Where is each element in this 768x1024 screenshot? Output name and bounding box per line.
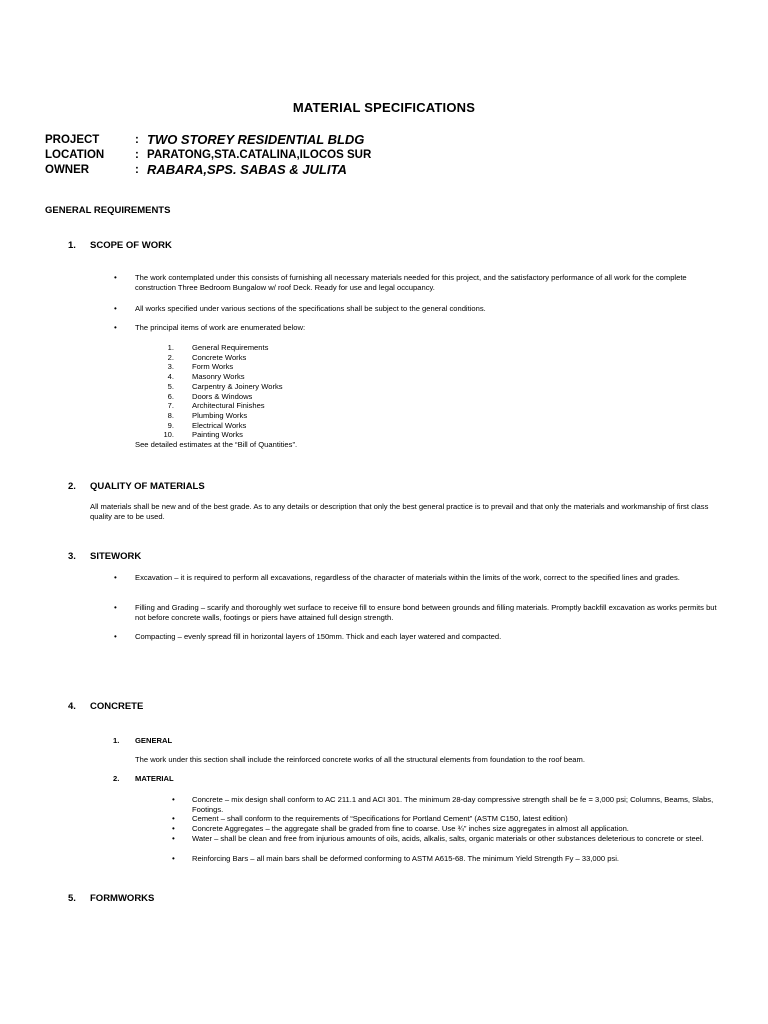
list-item: Architectural Finishes	[192, 401, 265, 411]
section-5-number: 5.	[68, 893, 76, 904]
section-4-number: 4.	[68, 701, 76, 712]
section-2-title: QUALITY OF MATERIALS	[90, 481, 205, 492]
location-colon: :	[135, 149, 139, 161]
sitework-compacting: Compacting – evenly spread fill in horizontal layers of 150mm. Thick and each layer watered and compacted.	[135, 632, 502, 641]
scope-paragraph-2: All works specified under various sections of the specifications shall be subject to the general conditions.	[135, 304, 486, 313]
list-item-number: 2.	[167, 352, 174, 362]
list-item: Doors & Windows	[192, 391, 253, 401]
section-3-number: 3.	[68, 551, 76, 562]
section-2-number: 2.	[68, 481, 76, 492]
list-item: General Requirements	[192, 343, 269, 352]
material-aggregates: Concrete Aggregates – the aggregate shall be graded from fine to coarse. Use ¾” inches size aggregates in almost all application.	[192, 824, 629, 833]
location-label: LOCATION	[45, 149, 105, 161]
list-item: Painting Works	[192, 430, 243, 440]
list-item-number: 10.	[163, 430, 174, 440]
list-item-number: 3.	[167, 362, 174, 372]
bullet-icon: •	[172, 814, 175, 823]
list-item-number: 1.	[167, 343, 174, 352]
general-requirements-heading: GENERAL REQUIREMENTS	[45, 205, 171, 216]
bullet-icon: •	[172, 824, 175, 833]
owner-colon: :	[135, 164, 139, 176]
list-item-number: 7.	[167, 401, 174, 411]
list-item: Masonry Works	[192, 372, 245, 382]
sitework-filling: Filling and Grading – scarify and thoroughly wet surface to receive fill to ensure bond between grounds and filling materials. Promptly backfill excavation as works permits but not before concrete walls, footings or piers have attained full design strength.	[135, 603, 717, 622]
bullet-icon: •	[114, 323, 117, 332]
owner-label: OWNER	[45, 164, 90, 176]
bullet-icon: •	[172, 854, 175, 863]
subsection-general-title: GENERAL	[135, 736, 173, 745]
section-1-title: SCOPE OF WORK	[90, 240, 172, 251]
list-item: Form Works	[192, 362, 234, 372]
list-item: Concrete Works	[192, 352, 247, 362]
bullet-icon: •	[114, 603, 117, 612]
sitework-excavation: Excavation – it is required to perform all excavations, regardless of the character of materials within the limits of the work, correct to the specified lines and grades.	[135, 573, 680, 582]
project-colon: :	[135, 134, 139, 146]
section-3-title: SITEWORK	[90, 551, 142, 562]
list-item: Plumbing Works	[192, 410, 248, 420]
list-item-number: 8.	[167, 410, 174, 420]
bullet-icon: •	[114, 573, 117, 582]
scope-paragraph-1: The work contemplated under this consists of furnishing all necessary materials needed for this project, and the satisfactory performance of all work for the complete construction Three Bedroom Bungalow w/ roof Deck. Ready for use and legal occupancy.	[135, 273, 687, 292]
subsection-2-number: 2.	[113, 774, 120, 783]
bullet-icon: •	[172, 834, 175, 843]
document-title: MATERIAL SPECIFICATIONS	[292, 100, 476, 115]
list-item: Carpentry & Joinery Works	[192, 381, 283, 391]
subsection-1-number: 1.	[113, 736, 120, 745]
list-item: Electrical Works	[192, 420, 247, 430]
section-4-title: CONCRETE	[90, 701, 144, 712]
scope-paragraph-3: The principal items of work are enumerated below:	[135, 323, 306, 332]
section-1-number: 1.	[68, 240, 76, 251]
project-label: PROJECT	[45, 134, 100, 146]
material-cement: Cement – shall conform to the requirements of “Specifications for Portland Cement” (ASTM C150, latest edition)	[192, 814, 568, 823]
list-item-number: 9.	[167, 420, 174, 430]
bullet-icon: •	[114, 273, 117, 282]
list-item-number: 5.	[167, 381, 174, 391]
bullet-icon: •	[114, 632, 117, 641]
section-5-title: FORMWORKS	[90, 893, 155, 904]
location-value: PARATONG,STA.CATALINA,ILOCOS SUR	[147, 149, 372, 161]
subsection-material-title: MATERIAL	[135, 774, 174, 783]
bullet-icon: •	[172, 795, 175, 804]
owner-value: RABARA,SPS. SABAS & JULITA	[147, 162, 347, 177]
bullet-icon: •	[114, 304, 117, 313]
list-item-number: 6.	[167, 391, 174, 401]
quality-paragraph: All materials shall be new and of the best grade. As to any details or description that only the best general practice is to prevail and that only the materials and workmanship of first class quality are to be used.	[90, 502, 709, 521]
concrete-general-paragraph: The work under this section shall include the reinforced concrete works of all the structural elements from foundation to the roof beam.	[135, 755, 585, 764]
material-water: Water – shall be clean and free from injurious amounts of oils, acids, alkalis, salts, organic materials or other substances deleterious to concrete or steel.	[192, 834, 704, 843]
project-value: TWO STOREY RESIDENTIAL BLDG	[147, 132, 365, 147]
material-concrete: Concrete – mix design shall conform to AC 211.1 and ACI 301. The minimum 28-day compressive strength shall be fe = 3,000 psi; Columns, Beams, Slabs, Footings.	[192, 795, 714, 814]
bill-of-quantities-note: See detailed estimates at the “Bill of Quantities”.	[135, 440, 298, 449]
list-item-number: 4.	[167, 372, 174, 382]
material-reinforcing-bars: Reinforcing Bars – all main bars shall be deformed conforming to ASTM A615-68. The minimum Yield Strength Fy – 33,000 psi.	[192, 854, 620, 863]
